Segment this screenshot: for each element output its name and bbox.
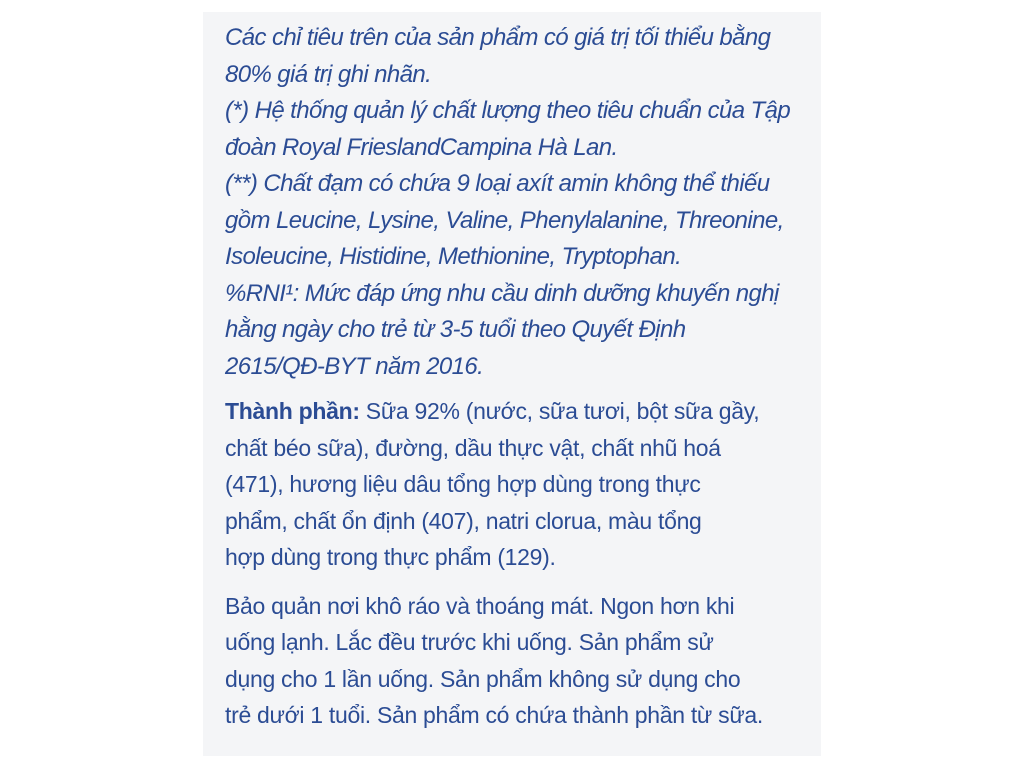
ingredients-text: Sữa 92% (nước, sữa tươi, bột sữa gầy, [359, 398, 760, 424]
notes-line: (*) Hệ thống quản lý chất lượng theo tiêu chuẩn của Tập [225, 97, 791, 124]
notes-line: 2615/QĐ-BYT năm 2016. [225, 352, 484, 380]
notes-line: đoàn Royal FrieslandCampina Hà Lan. [225, 133, 618, 161]
storage-line: Bảo quản nơi khô ráo và thoáng mát. Ngon hơn khi [225, 592, 735, 619]
storage-instructions [225, 588, 821, 734]
product-label-panel [203, 12, 821, 756]
storage-line: trẻ dưới 1 tuổi. Sản phẩm có chứa thành phần từ sữa. [225, 702, 763, 728]
notes-line: Các chỉ tiêu trên của sản phẩm có giá trị tối thiểu bằng [225, 24, 771, 51]
storage-line: uống lạnh. Lắc đều trước khi uống. Sản phẩm sử [225, 629, 714, 655]
notes-line: Isoleucine, Histidine, Methionine, Tryptophan. [225, 243, 682, 270]
ingredients-line: (471), hương liệu dâu tổng hợp dùng trong thực [225, 471, 701, 497]
storage-line: dụng cho 1 lần uống. Sản phẩm không sử dụng cho [225, 665, 741, 692]
notes-line: (**) Chất đạm có chứa 9 loại axít amin không thể thiếu [225, 170, 770, 197]
nutrition-notes [225, 20, 821, 385]
ingredients-line: hợp dùng trong thực phẩm (129). [225, 544, 556, 570]
notes-line: gồm Leucine, Lysine, Valine, Phenylalanine, Threonine, [225, 206, 784, 234]
notes-line: 80% giá trị ghi nhãn. [225, 60, 432, 88]
ingredients-section [225, 393, 821, 576]
notes-line: %RNI¹: Mức đáp ứng nhu cầu dinh dưỡng khuyến nghị [225, 279, 779, 307]
ingredients-heading: Thành phần: [225, 398, 360, 424]
notes-line: hằng ngày cho trẻ từ 3-5 tuổi theo Quyết Định [225, 316, 686, 343]
ingredients-line: chất béo sữa), đường, dầu thực vật, chất nhũ hoá [225, 434, 721, 461]
ingredients-first-line [225, 393, 821, 430]
ingredients-line: phẩm, chất ổn định (407), natri clorua, màu tổng [225, 507, 702, 534]
